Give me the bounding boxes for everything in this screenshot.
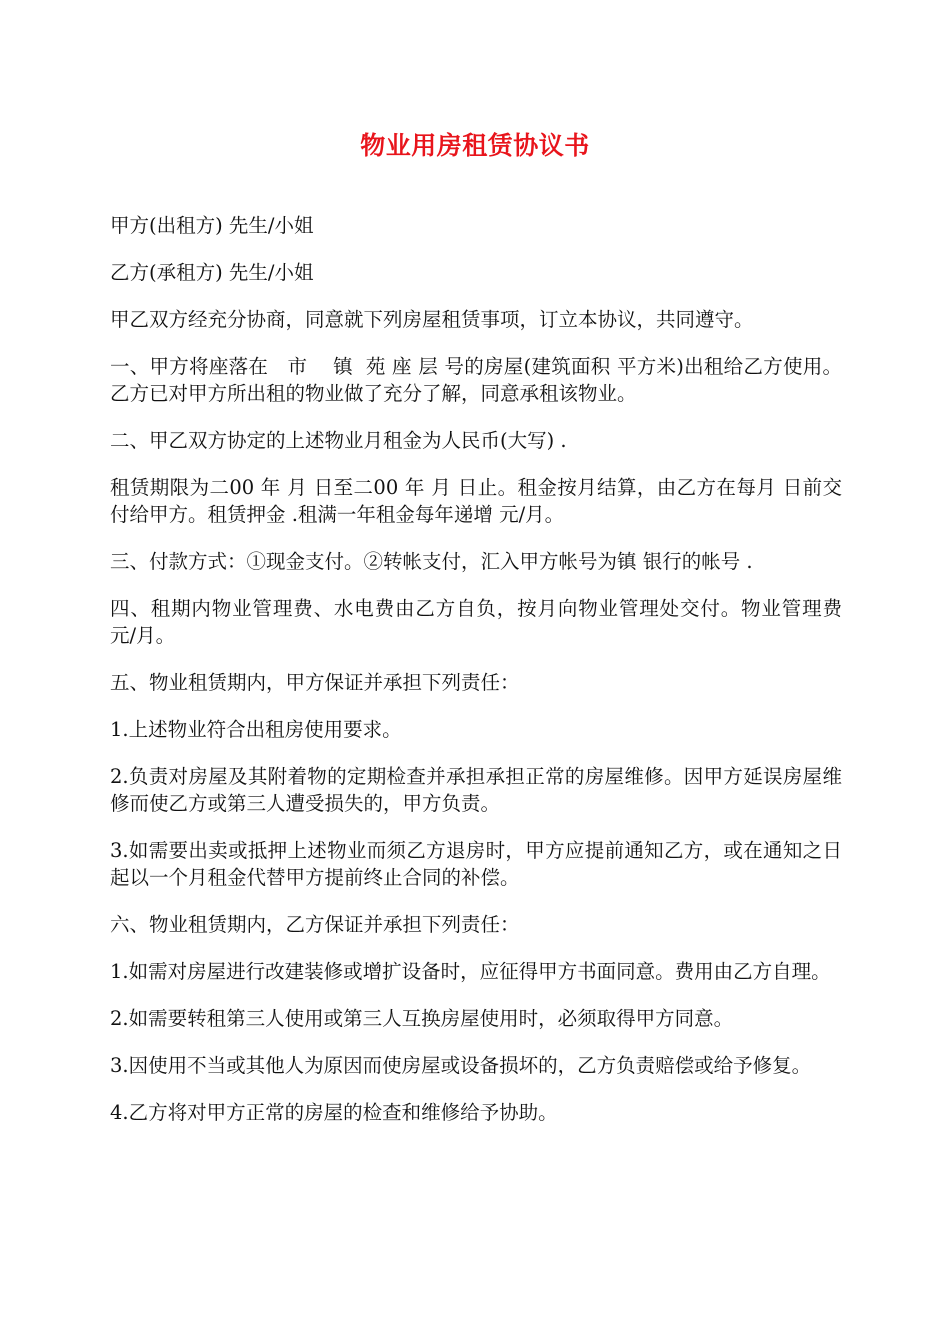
paragraph-clause-3: 三、付款方式：①现金支付。②转帐支付，汇入甲方帐号为镇 银行的帐号 . [110,550,753,573]
document-title: 物业用房租赁协议书 [360,131,590,160]
paragraph-clause-5-item-2: 2.负责对房屋及其附着物的定期检查并承担承担正常的房屋维修。因甲方延误房屋维修而使乙方或第三人遭受损失的，甲方负责。 [110,765,842,815]
paragraph-clause-5: 五、物业租赁期内，甲方保证并承担下列责任： [110,671,520,694]
paragraph-clause-6-item-1: 1.如需对房屋进行改建装修或增扩设备时，应征得甲方书面同意。费用由乙方自理。 [110,960,831,983]
paragraph-clause-5-item-1: 1.上述物业符合出租房使用要求。 [110,718,402,741]
document-body [110,212,849,1146]
paragraph-lease-term: 租赁期限为二00 年 月 日至二00 年 月 日止。租金按月结算，由乙方在每月 日前交付给甲方。租赁押金 .租满一年租金每年递增 元/月。 [110,476,842,526]
paragraph-intro: 甲乙双方经充分协商，同意就下列房屋租赁事项，订立本协议，共同遵守。 [110,308,754,331]
paragraph-party-b: 乙方(承租方) 先生/小姐 [110,261,314,284]
paragraph-clause-6-item-2: 2.如需要转租第三人使用或第三人互换房屋使用时，必须取得甲方同意。 [110,1007,734,1030]
paragraph-clause-6-item-3: 3.因使用不当或其他人为原因而使房屋或设备损坏的，乙方负责赔偿或给予修复。 [110,1054,812,1077]
paragraph-clause-6-item-4: 4.乙方将对甲方正常的房屋的检查和维修给予协助。 [110,1101,558,1124]
paragraph-clause-6: 六、物业租赁期内，乙方保证并承担下列责任： [110,913,520,936]
paragraph-party-a: 甲方(出租方) 先生/小姐 [110,214,314,237]
paragraph-clause-4: 四、租期内物业管理费、水电费由乙方自负，按月向物业管理处交付。物业管理费 元/月。 [110,597,849,647]
paragraph-clause-2: 二、甲乙双方协定的上述物业月租金为人民币(大写) . [110,429,567,452]
paragraph-clause-1: 一、甲方将座落在 市 镇 苑 座 层 号的房屋(建筑面积 平方米)出租给乙方使用。乙方已对甲方所出租的物业做了充分了解，同意承租该物业。 [110,355,842,405]
paragraph-clause-5-item-3: 3.如需要出卖或抵押上述物业而须乙方退房时，甲方应提前通知乙方，或在通知之日起以一个月租金代替甲方提前终止合同的补偿。 [110,839,842,889]
